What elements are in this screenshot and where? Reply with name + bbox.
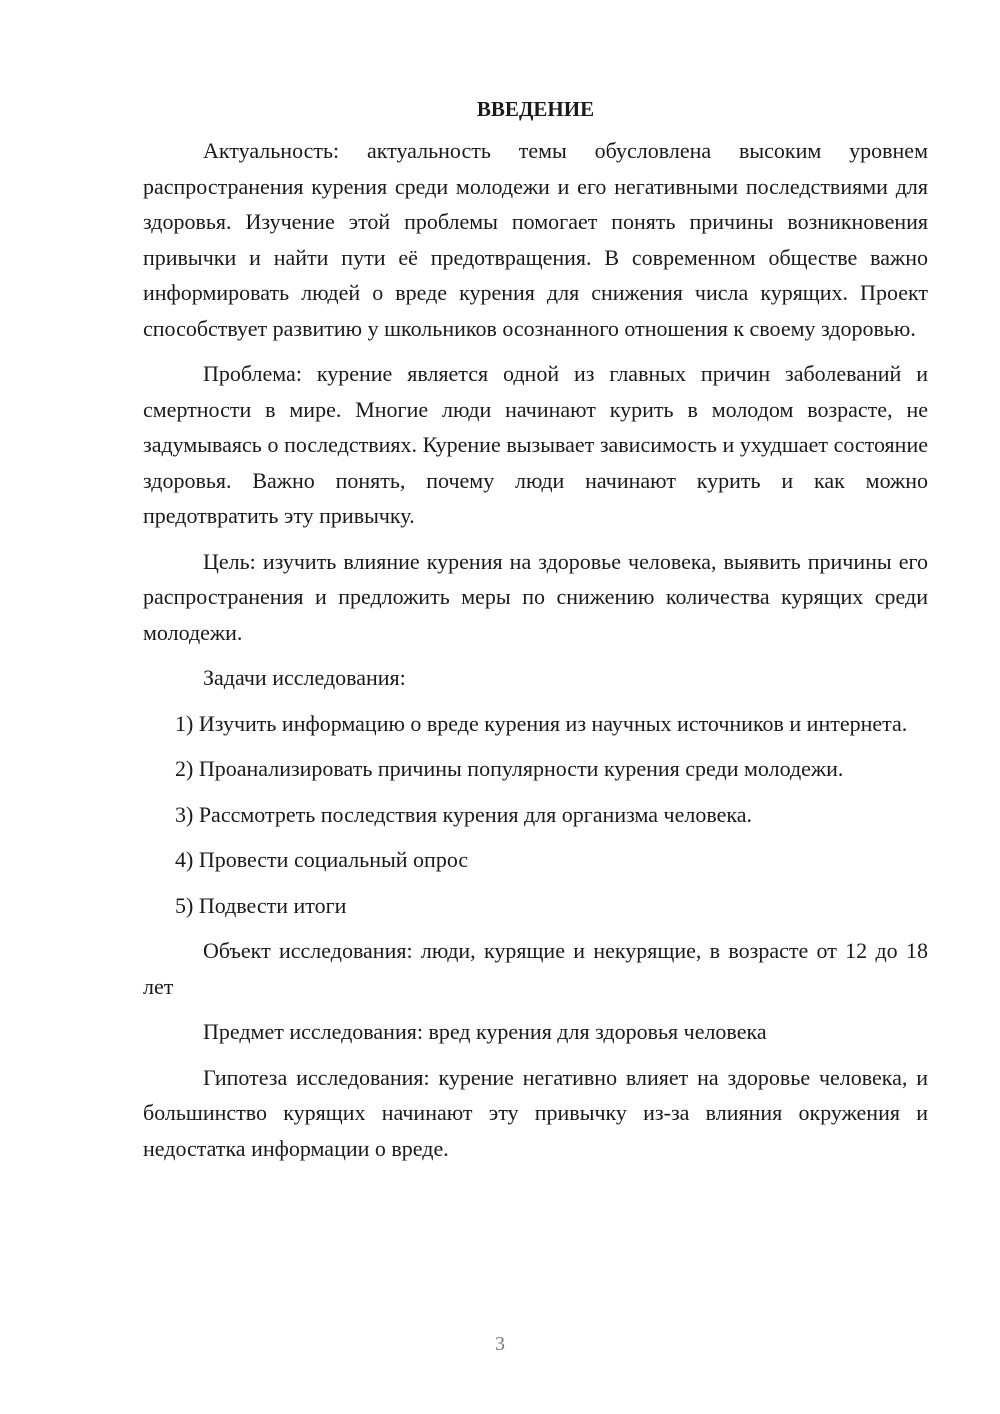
hypothesis-paragraph: Гипотеза исследования: курение негативно влияет на здоровье человека, и большинство курящих начинают эту привычку из-за влияния окружения и недостатка информации о вреде. bbox=[143, 1064, 928, 1161]
subject-paragraph: Предмет исследования: вред курения для здоровья человека bbox=[203, 1019, 767, 1044]
task-item-3: 3) Рассмотреть последствия курения для организма человека. bbox=[175, 801, 752, 827]
relevance-paragraph: Актуальность: актуальность темы обусловлена высоким уровнем распространения курения среди молодежи и его негативными последствиями для здоровья. Изучение этой проблемы помогает понять причины возникновения привычки и найти пути её предотвращения. В современном обществе важно информировать людей о вреде курения для снижения числа курящих. Проект способствует развитию у школьников осознанного отношения к своему здоровью. bbox=[143, 138, 928, 341]
task-item-2: 2) Проанализировать причины популярности курения среди молодежи. bbox=[175, 756, 844, 781]
document-page bbox=[143, 92, 928, 1176]
tasks-heading: Задачи исследования: bbox=[203, 665, 406, 690]
task-item-5: 5) Подвести итоги bbox=[175, 892, 347, 918]
document-title: ВВЕДЕНИЕ bbox=[476, 97, 595, 121]
task-item-1: 1) Изучить информацию о вреде курения из научных источников и интернета. bbox=[175, 710, 908, 736]
object-paragraph: Объект исследования: люди, курящие и некурящие, в возрасте от 12 до 18 лет bbox=[143, 938, 928, 999]
task-item-4: 4) Провести социальный опрос bbox=[175, 847, 469, 872]
problem-paragraph: Проблема: курение является одной из главных причин заболеваний и смертности в мире. Многие люди начинают курить в молодом возрасте, не задумываясь о последствиях. Курение вызывает зависимость и ухудшает состояние здоровья. Важно понять, почему люди начинают курить и как можно предотвратить эту привычку. bbox=[143, 361, 928, 528]
goal-paragraph: Цель: изучить влияние курения на здоровье человека, выявить причины его распространения и предложить меры по снижению количества курящих среди молодежи. bbox=[143, 548, 928, 645]
page-number: 3 bbox=[495, 1333, 505, 1355]
